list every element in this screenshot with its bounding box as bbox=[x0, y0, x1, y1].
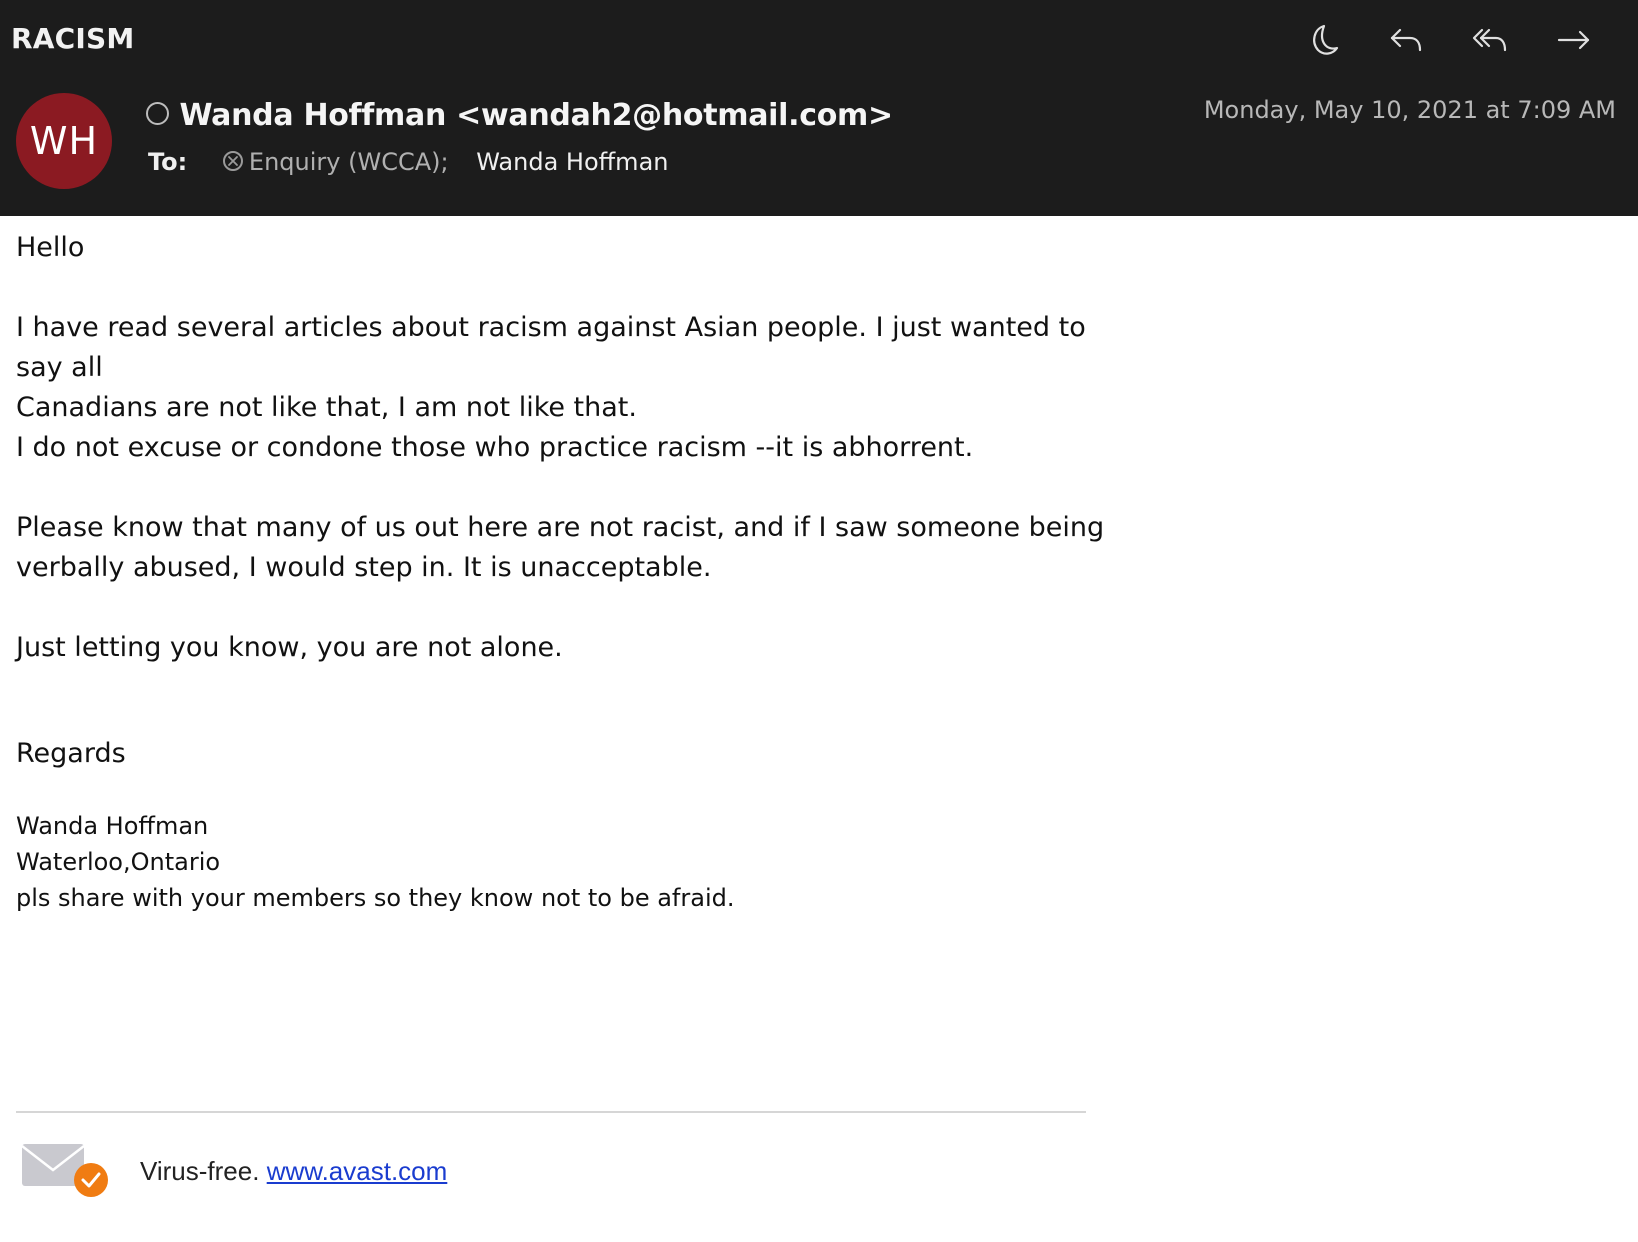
body-line: verbally abused, I would step in. It is unacceptable. bbox=[16, 552, 712, 583]
avast-link[interactable]: www.avast.com bbox=[266, 1156, 448, 1186]
message-toolbar bbox=[1298, 18, 1638, 62]
sender-name[interactable]: Wanda Hoffman <wandah2@hotmail.com> bbox=[179, 98, 893, 133]
remove-recipient-icon[interactable] bbox=[223, 151, 243, 171]
message-header bbox=[0, 0, 1638, 216]
signature-note: pls share with your members so they know not to be afraid. bbox=[16, 884, 735, 912]
signature-divider bbox=[16, 1111, 1086, 1113]
message-subject: RACISM bbox=[11, 22, 135, 55]
body-line: I have read several articles about racism against Asian people. I just wanted to say all bbox=[16, 312, 1086, 383]
body-line: I do not excuse or condone those who practice racism --it is abhorrent. bbox=[16, 432, 974, 463]
recipients-row bbox=[148, 148, 668, 180]
avatar[interactable]: WH bbox=[16, 93, 112, 189]
reply-all-button[interactable] bbox=[1466, 18, 1514, 62]
recipient-enquiry[interactable]: Enquiry (WCCA); bbox=[248, 148, 449, 176]
sender-row bbox=[146, 98, 893, 138]
snooze-button[interactable] bbox=[1298, 18, 1346, 62]
virus-free-footer bbox=[20, 1140, 720, 1200]
to-label: To: bbox=[148, 148, 188, 176]
forward-icon bbox=[1554, 20, 1594, 60]
body-line: Just letting you know, you are not alone. bbox=[16, 632, 563, 663]
reply-button[interactable] bbox=[1382, 18, 1430, 62]
forward-button[interactable] bbox=[1550, 18, 1598, 62]
signature-location: Waterloo,Ontario bbox=[16, 848, 221, 876]
message-date: Monday, May 10, 2021 at 7:09 AM bbox=[1203, 96, 1616, 124]
moon-icon bbox=[1302, 20, 1342, 60]
recipient-wanda[interactable]: Wanda Hoffman bbox=[476, 148, 669, 176]
reply-icon bbox=[1386, 20, 1426, 60]
envelope-check-icon bbox=[20, 1140, 112, 1200]
greeting: Hello bbox=[16, 232, 85, 263]
closing: Regards bbox=[16, 738, 126, 769]
presence-status-icon bbox=[146, 102, 169, 125]
body-line: Canadians are not like that, I am not like that. bbox=[16, 392, 637, 423]
message-body bbox=[16, 228, 1136, 916]
body-line: Please know that many of us out here are not racist, and if I saw someone being bbox=[16, 512, 1105, 543]
signature-name: Wanda Hoffman bbox=[16, 812, 209, 840]
virus-free-text bbox=[140, 1156, 447, 1187]
reply-all-icon bbox=[1470, 20, 1510, 60]
virus-free-label: Virus-free. bbox=[140, 1156, 260, 1186]
